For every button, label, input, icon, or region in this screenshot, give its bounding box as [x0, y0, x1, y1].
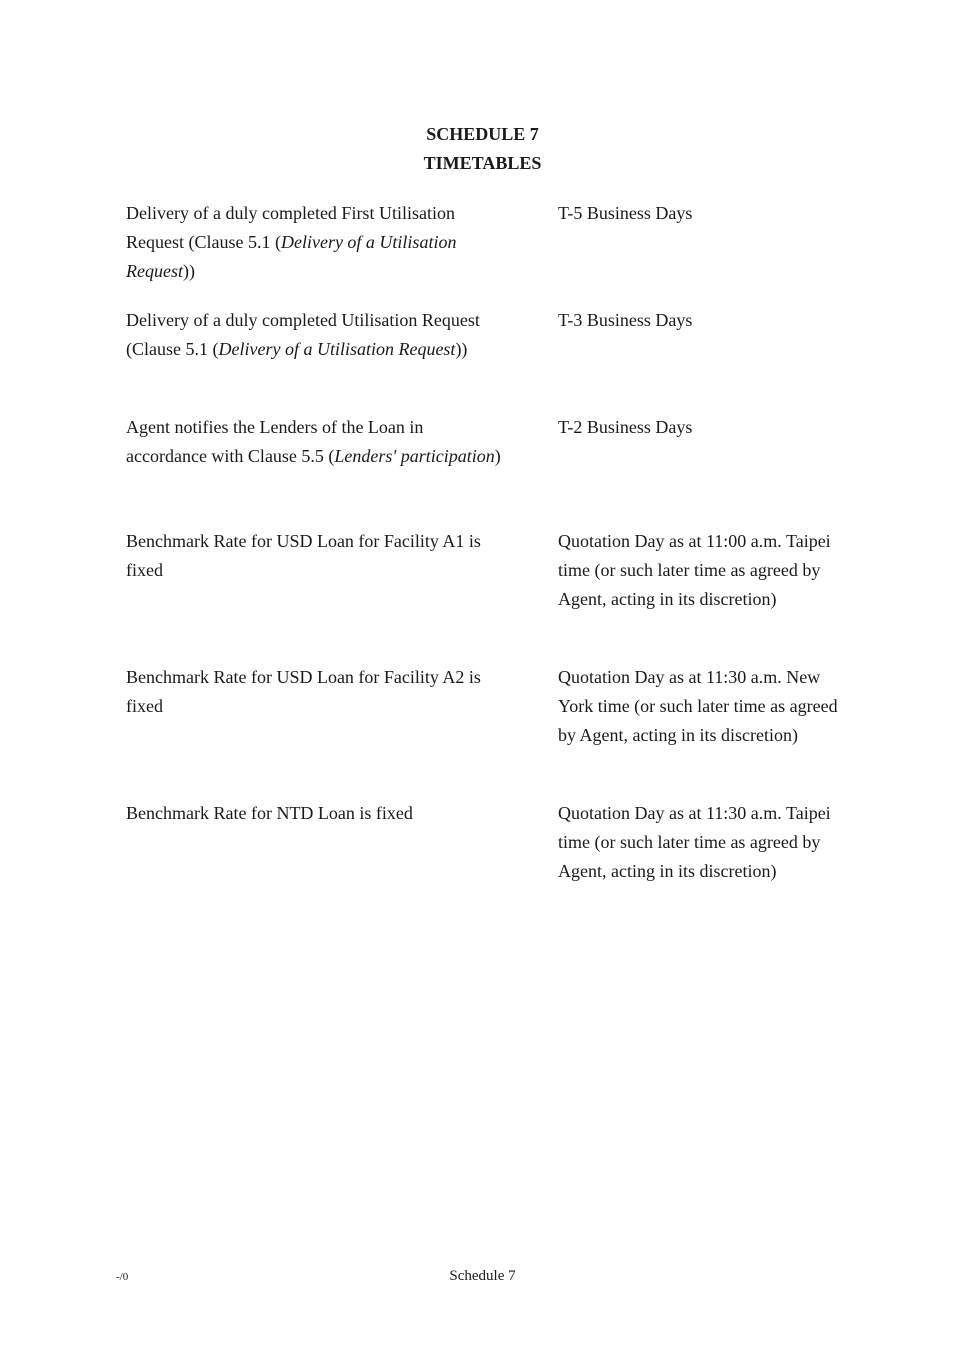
time-cell: T-2 Business Days — [558, 417, 693, 437]
schedule-number: SCHEDULE 7 — [426, 124, 539, 144]
event-text-end: )) — [182, 261, 195, 281]
time-cell: T-3 Business Days — [558, 310, 693, 330]
event-text-end: )) — [455, 339, 468, 359]
event-text: Agent notifies the Lenders of the Loan in accordance with Clause 5.5 ( — [126, 417, 424, 466]
event-cell: Benchmark Rate for USD Loan for Facility A1 is fixed — [126, 531, 481, 580]
schedule-title: TIMETABLES — [423, 153, 542, 173]
clause-reference: Lenders' participation — [334, 446, 495, 466]
footer-reference: -/0 — [116, 1271, 129, 1283]
footer-label: Schedule 7 — [449, 1268, 516, 1284]
time-cell: T-5 Business Days — [558, 203, 693, 223]
time-cell: Quotation Day as at 11:30 a.m. Taipei time (or such later time as agreed by Agent, acting in its discretion) — [558, 803, 831, 881]
clause-reference: Delivery of a Utilisation Request — [218, 339, 456, 359]
event-text: Delivery of a duly completed First Utilisation Request (Clause 5.1 ( — [126, 203, 455, 252]
event-cell: Benchmark Rate for USD Loan for Facility A2 is fixed — [126, 667, 481, 716]
event-cell — [126, 306, 506, 364]
event-text-end: ) — [494, 446, 501, 466]
time-cell: Quotation Day as at 11:30 a.m. New York time (or such later time as agreed by Agent, acting in its discretion) — [558, 667, 838, 745]
event-text: Delivery of a duly completed Utilisation Request (Clause 5.1 ( — [126, 310, 480, 359]
event-cell — [126, 413, 506, 471]
event-cell: Benchmark Rate for NTD Loan is fixed — [126, 803, 413, 823]
event-cell — [126, 199, 506, 286]
clause-reference: Delivery of a Utilisation Request — [126, 232, 457, 281]
time-cell: Quotation Day as at 11:00 a.m. Taipei time (or such later time as agreed by Agent, acting in its discretion) — [558, 531, 831, 609]
